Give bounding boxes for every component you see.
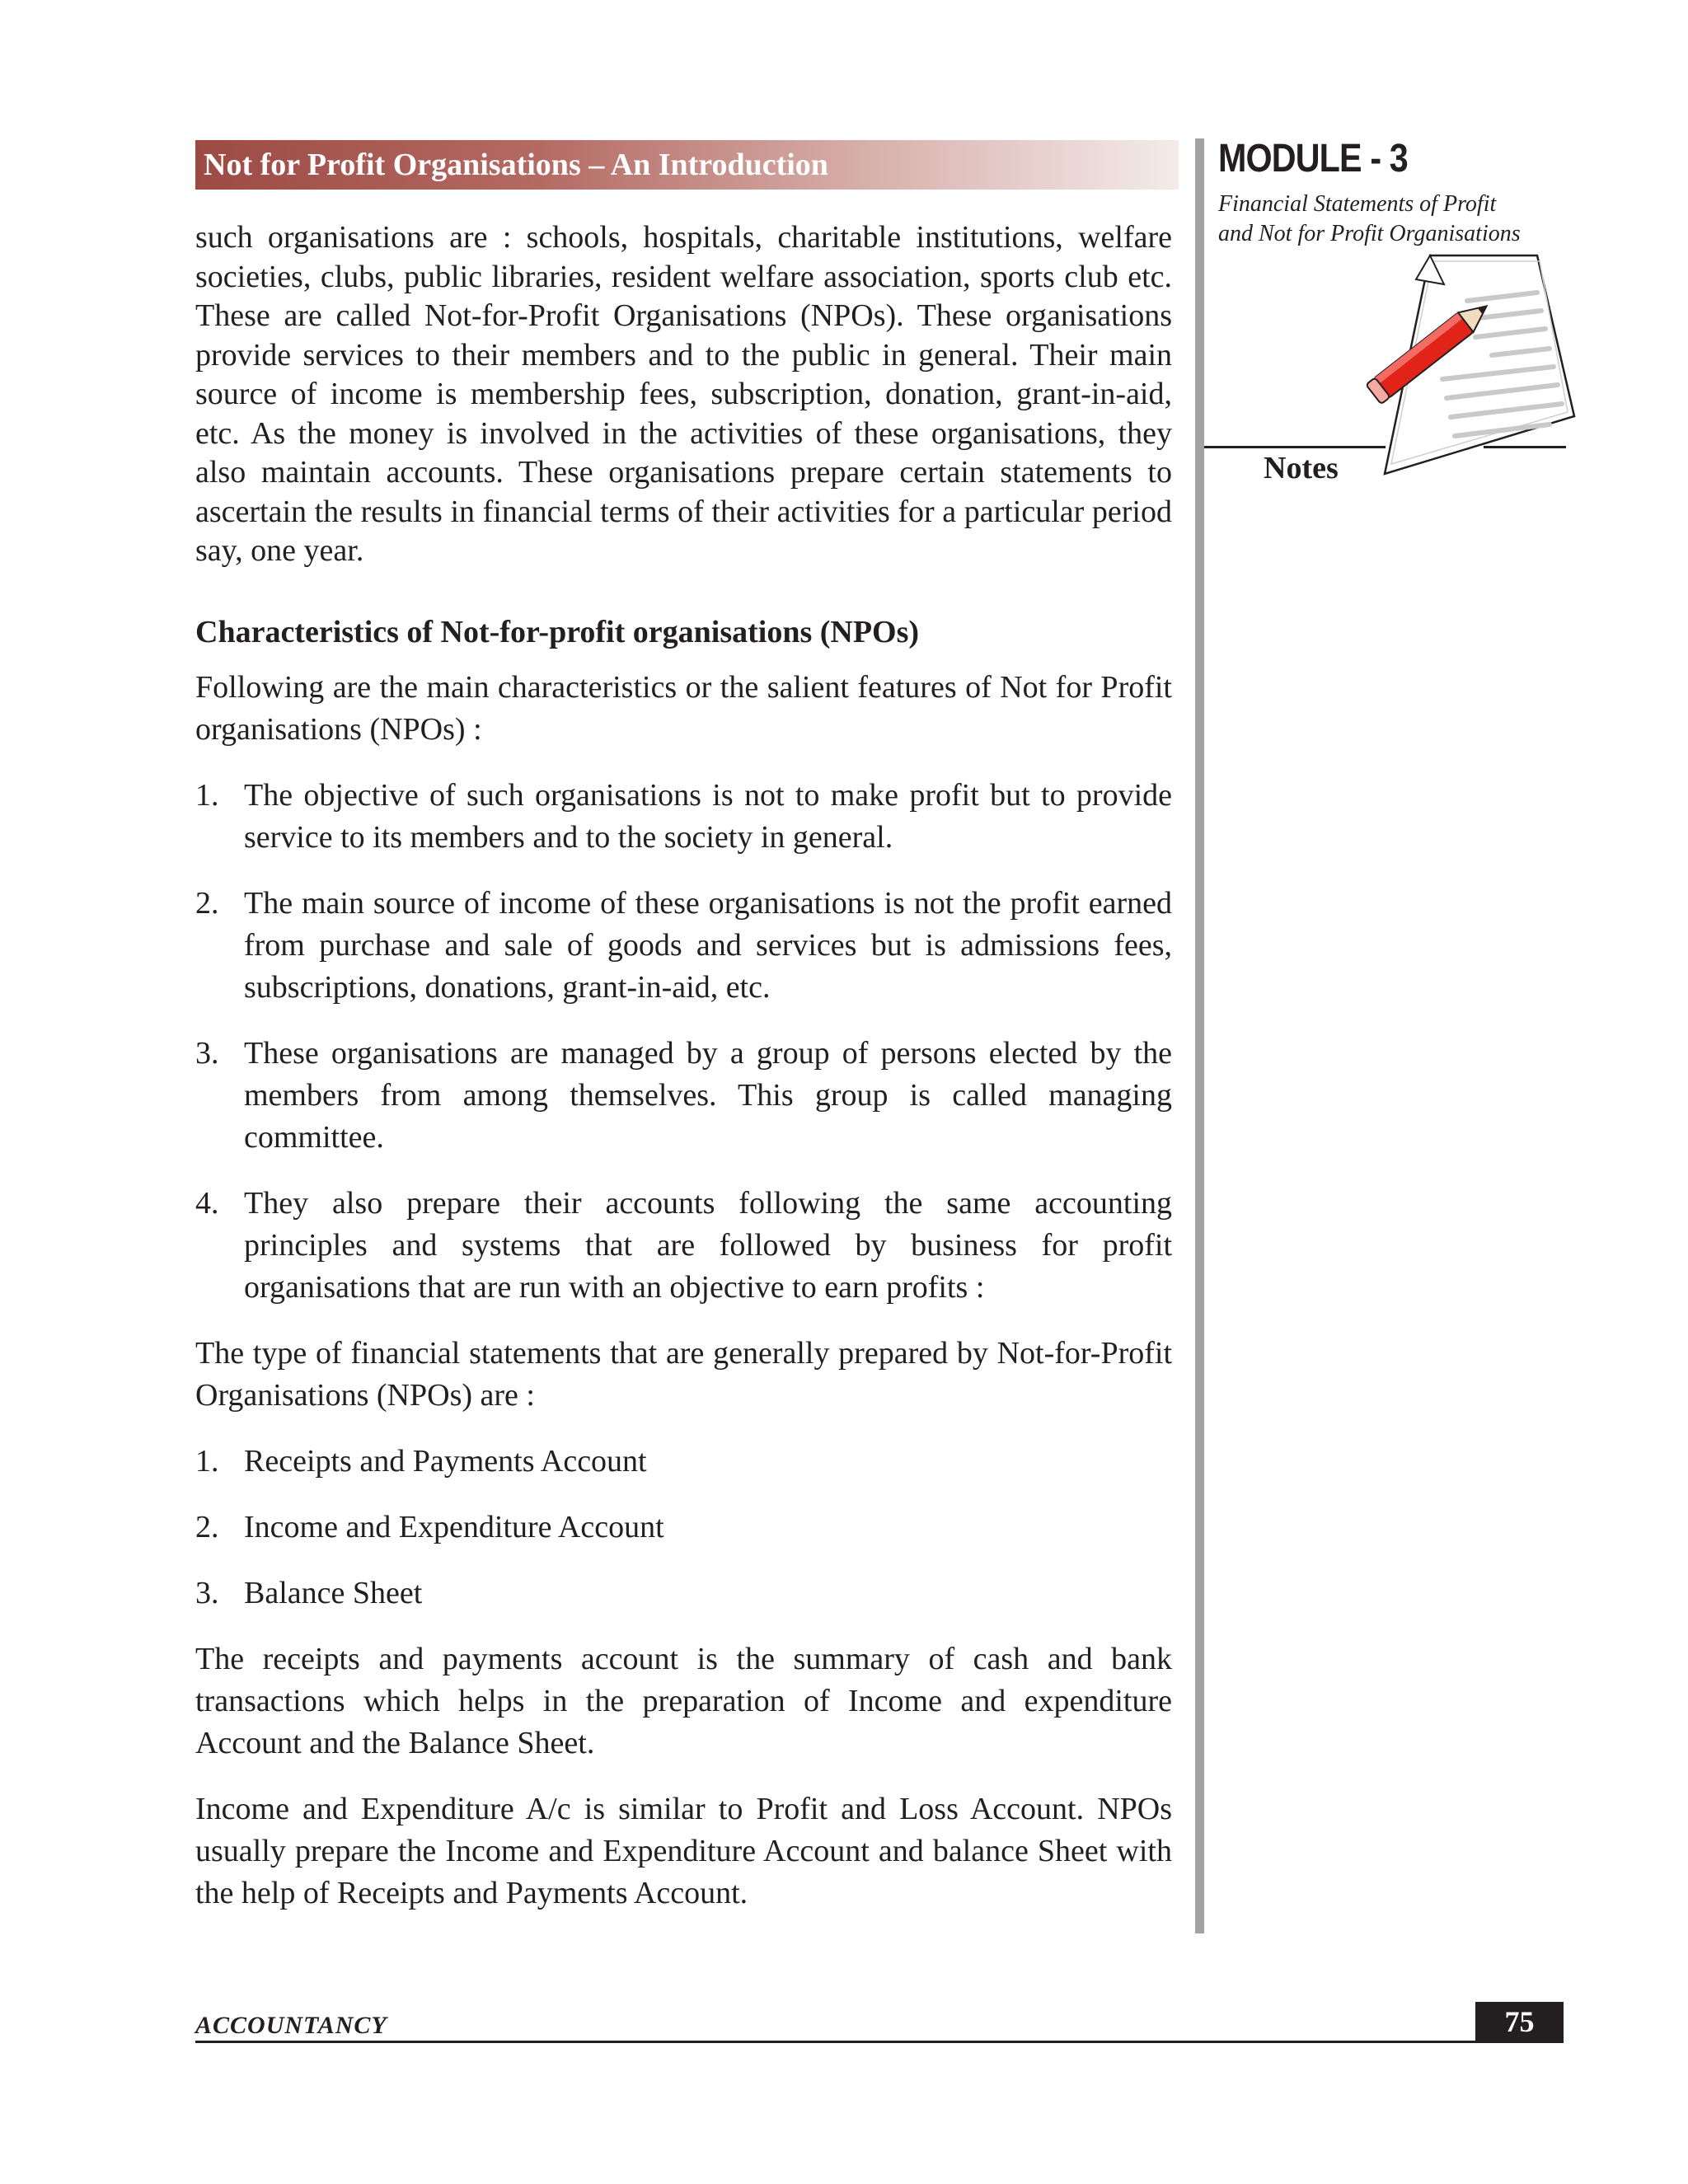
characteristics-heading: Characteristics of Not-for-profit organisations (NPOs) [195,614,920,649]
statements-list [195,1441,1172,1615]
list-item-number: 4. [195,1185,219,1221]
list-item-text: The main source of income of these organisations is not the profit earned from purchase and sale of goods and services but is admissions fees, subscriptions, donations, grant-in-aid, etc. [244,885,1172,1005]
receipts-paragraph: The receipts and payments account is the summary of cash and bank transactions which helps in the preparation of Income and expenditure Account and the Balance Sheet. [195,1641,1172,1760]
page-number-box [1475,2002,1564,2041]
notes-rule-right [1484,446,1566,448]
footer-subject: ACCOUNTANCY [195,2012,387,2039]
list-item [195,883,1172,1009]
characteristics-list [195,775,1172,1309]
characteristics-intro: Following are the main characteristics or the salient features of Not for Profit organisations (NPOs) : [195,669,1172,747]
module-subtitle-line: and Not for Profit Organisations [1218,221,1521,246]
section-header-title: Not for Profit Organisations – An Introduction [204,148,828,182]
list-item [195,775,1172,859]
list-item-number: 3. [195,1575,219,1610]
list-item-text: These organisations are managed by a group of persons elected by the members from among themselves. This group is called managing committee. [244,1035,1172,1155]
list-item-number: 1. [195,777,219,813]
module-subtitle [1218,190,1521,249]
list-item [195,1183,1172,1309]
list-item-text: The objective of such organisations is not to make profit but to provide service to its members and to the society in general. [244,777,1172,855]
list-item [195,1572,1172,1615]
list-item [195,1033,1172,1159]
module-subtitle-line: Financial Statements of Profit [1218,191,1497,217]
list-item-number: 3. [195,1035,219,1071]
main-content [195,218,1172,1915]
list-item-text: Receipts and Payments Account [244,1443,647,1479]
list-item [195,1507,1172,1549]
list-item-number: 1. [195,1443,219,1479]
footer-rule [195,2041,1564,2043]
margin-divider [1195,138,1204,1933]
list-item [195,1441,1172,1483]
list-item-number: 2. [195,885,219,921]
list-item-text: Income and Expenditure Account [244,1509,664,1544]
page-number: 75 [1504,2005,1535,2038]
notepad-with-pencil-icon [1352,243,1582,490]
list-item-number: 2. [195,1509,219,1544]
income-paragraph: Income and Expenditure A/c is similar to Profit and Loss Account. NPOs usually prepare the Income and Expenditure Account and balance Sheet with the help of Receipts and Payments Account. [195,1791,1172,1910]
notes-rule-left [1204,446,1386,448]
module-title: MODULE - 3 [1218,137,1408,180]
notes-label: Notes [1264,451,1339,485]
statements-intro: The type of financial statements that are generally prepared by Not-for-Profit Organisations (NPOs) are : [195,1335,1172,1413]
list-item-text: They also prepare their accounts following the same accounting principles and systems that are followed by business for profit organisations that are run with an objective to earn profits : [244,1185,1172,1305]
section-header-band [195,140,1179,190]
list-item-text: Balance Sheet [244,1575,423,1610]
intro-paragraph: such organisations are : schools, hospitals, charitable institutions, welfare societies, clubs, public libraries, resident welfare association, sports club etc. These are called Not-for-Profit Organisations (NPOs). These organisations provide services to their members and to the public in general. Their main source of income is membership fees, subscription, donation, grant-in-aid, etc. As the money is involved in the activities of these organisations, they also maintain accounts. These organisations prepare certain statements to ascertain the results in financial terms of their activities for a particular period say, one year. [195,220,1172,568]
